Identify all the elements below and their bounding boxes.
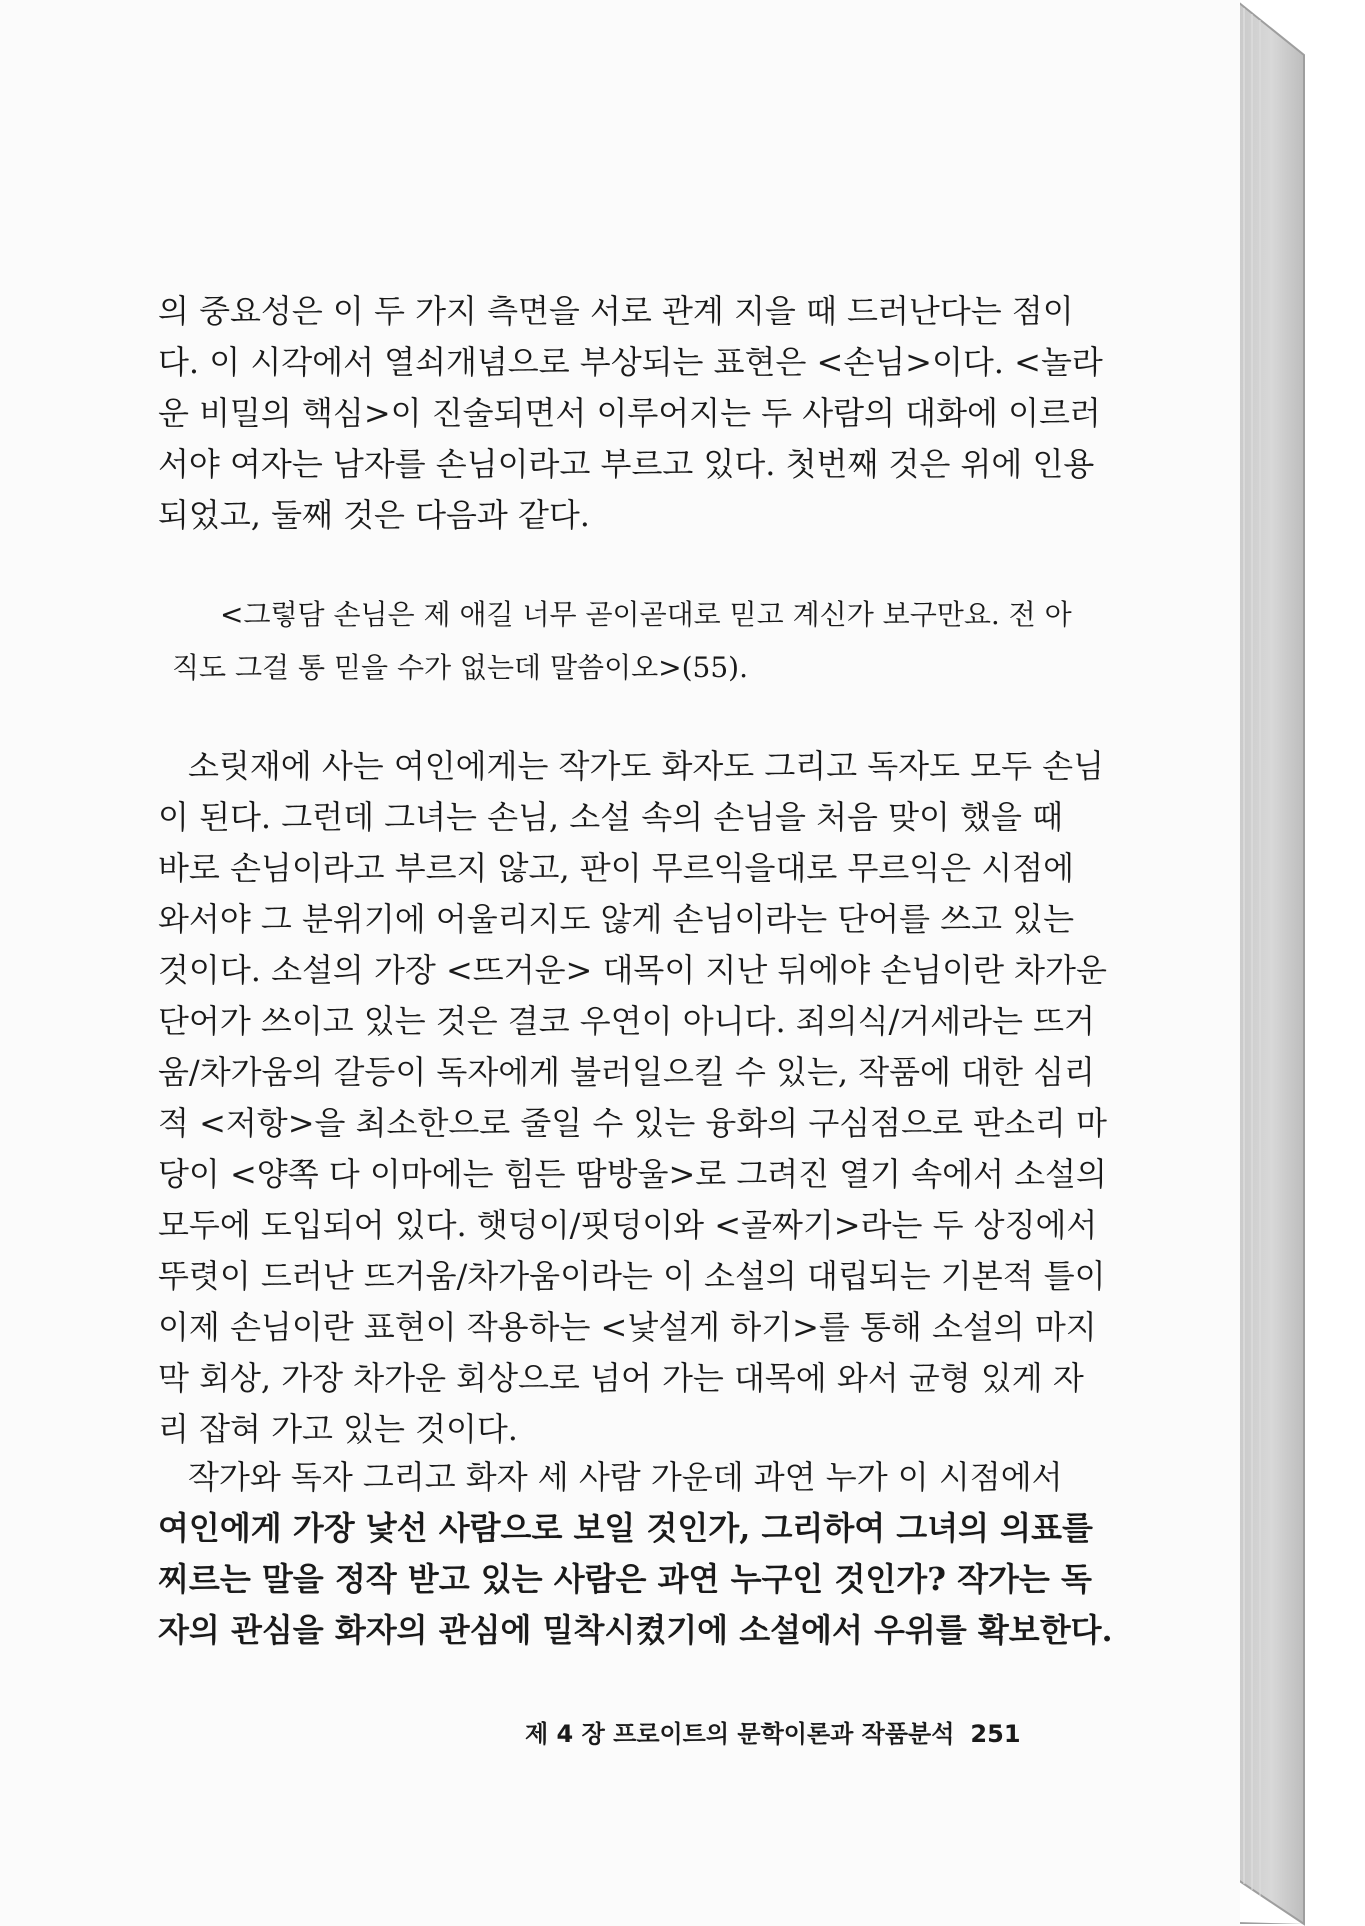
- page-footer: [525, 1714, 1021, 1749]
- text-line: 움/차가움의 갈등이 독자에게 불러일으킬 수 있는, 작품에 대한 심리: [158, 1053, 1095, 1091]
- text-line: 것이다. 소설의 가장 <뜨거운> 대목이 지난 뒤에야 손님이란 차가운: [158, 951, 1107, 989]
- quote-line: <그렇담 손님은 제 애길 너무 곧이곧대로 믿고 계신가 보구만요. 전 아: [220, 598, 1072, 631]
- text-line: 여인에게 가장 낯선 사람으로 보일 것인가, 그리하여 그녀의 의표를: [158, 1509, 1093, 1547]
- text-line: 당이 <양쪽 다 이마에는 힘든 땀방울>로 그려진 열기 속에서 소설의: [158, 1155, 1107, 1193]
- text-line: 되었고, 둘째 것은 다음과 같다.: [158, 496, 590, 534]
- text-line: 작가와 독자 그리고 화자 세 사람 가운데 과연 누가 이 시점에서: [188, 1458, 1063, 1496]
- text-line: 이 된다. 그런데 그녀는 손님, 소설 속의 손님을 처음 맞이 했을 때: [158, 798, 1064, 836]
- text-line: 리 잡혀 가고 있는 것이다.: [158, 1410, 518, 1448]
- text-line: 소릿재에 사는 여인에게는 작가도 화자도 그리고 독자도 모두 손님: [188, 747, 1105, 785]
- text-line: 자의 관심을 화자의 관심에 밀착시켰기에 소설에서 우위를 확보한다.: [158, 1611, 1113, 1649]
- page-number: 251: [970, 1720, 1021, 1748]
- text-line: 이제 손님이란 표현이 작용하는 <낯설게 하기>를 통해 소설의 마지: [158, 1308, 1097, 1346]
- text-line: 바로 손님이라고 부르지 않고, 판이 무르익을대로 무르익은 시점에: [158, 849, 1075, 887]
- text-line: 의 중요성은 이 두 가지 측면을 서로 관계 지을 때 드러난다는 점이: [158, 292, 1074, 330]
- text-line: 단어가 쓰이고 있는 것은 결코 우연이 아니다. 죄의식/거세라는 뜨거: [158, 1002, 1095, 1040]
- text-line: 찌르는 말을 정작 받고 있는 사람은 과연 누구인 것인가? 작가는 독: [158, 1560, 1092, 1598]
- text-line: 서야 여자는 남자를 손님이라고 부르고 있다. 첫번째 것은 위에 인용: [158, 445, 1095, 483]
- text-line: 적 <저항>을 최소한으로 줄일 수 있는 융화의 구심점으로 판소리 마: [158, 1104, 1107, 1142]
- chapter-title: 제 4 장 프로이트의 문학이론과 작품분석: [525, 1720, 955, 1748]
- text-line: 모두에 도입되어 있다. 햇덩이/핏덩이와 <골짜기>라는 두 상징에서: [158, 1206, 1098, 1244]
- text-line: 와서야 그 분위기에 어울리지도 않게 손님이라는 단어를 쓰고 있는: [158, 900, 1075, 938]
- text-line: 뚜렷이 드러난 뜨거움/차가움이라는 이 소설의 대립되는 기본적 틀이: [158, 1257, 1106, 1295]
- block-quote: [172, 588, 1072, 694]
- paragraph: [158, 741, 1107, 1455]
- quote-line: 직도 그걸 통 믿을 수가 없는데 말씀이오>(55).: [172, 651, 749, 684]
- text-line: 다. 이 시각에서 열쇠개념으로 부상되는 표현은 <손님>이다. <놀라: [158, 343, 1103, 381]
- text-line: 운 비밀의 핵심>이 진술되면서 이루어지는 두 사람의 대화에 이르러: [158, 394, 1101, 432]
- paragraph-continued: [158, 286, 1103, 541]
- text-line: 막 회상, 가장 차가운 회상으로 넘어 가는 대목에 와서 균형 있게 자: [158, 1359, 1084, 1397]
- paragraph: [158, 1452, 1113, 1656]
